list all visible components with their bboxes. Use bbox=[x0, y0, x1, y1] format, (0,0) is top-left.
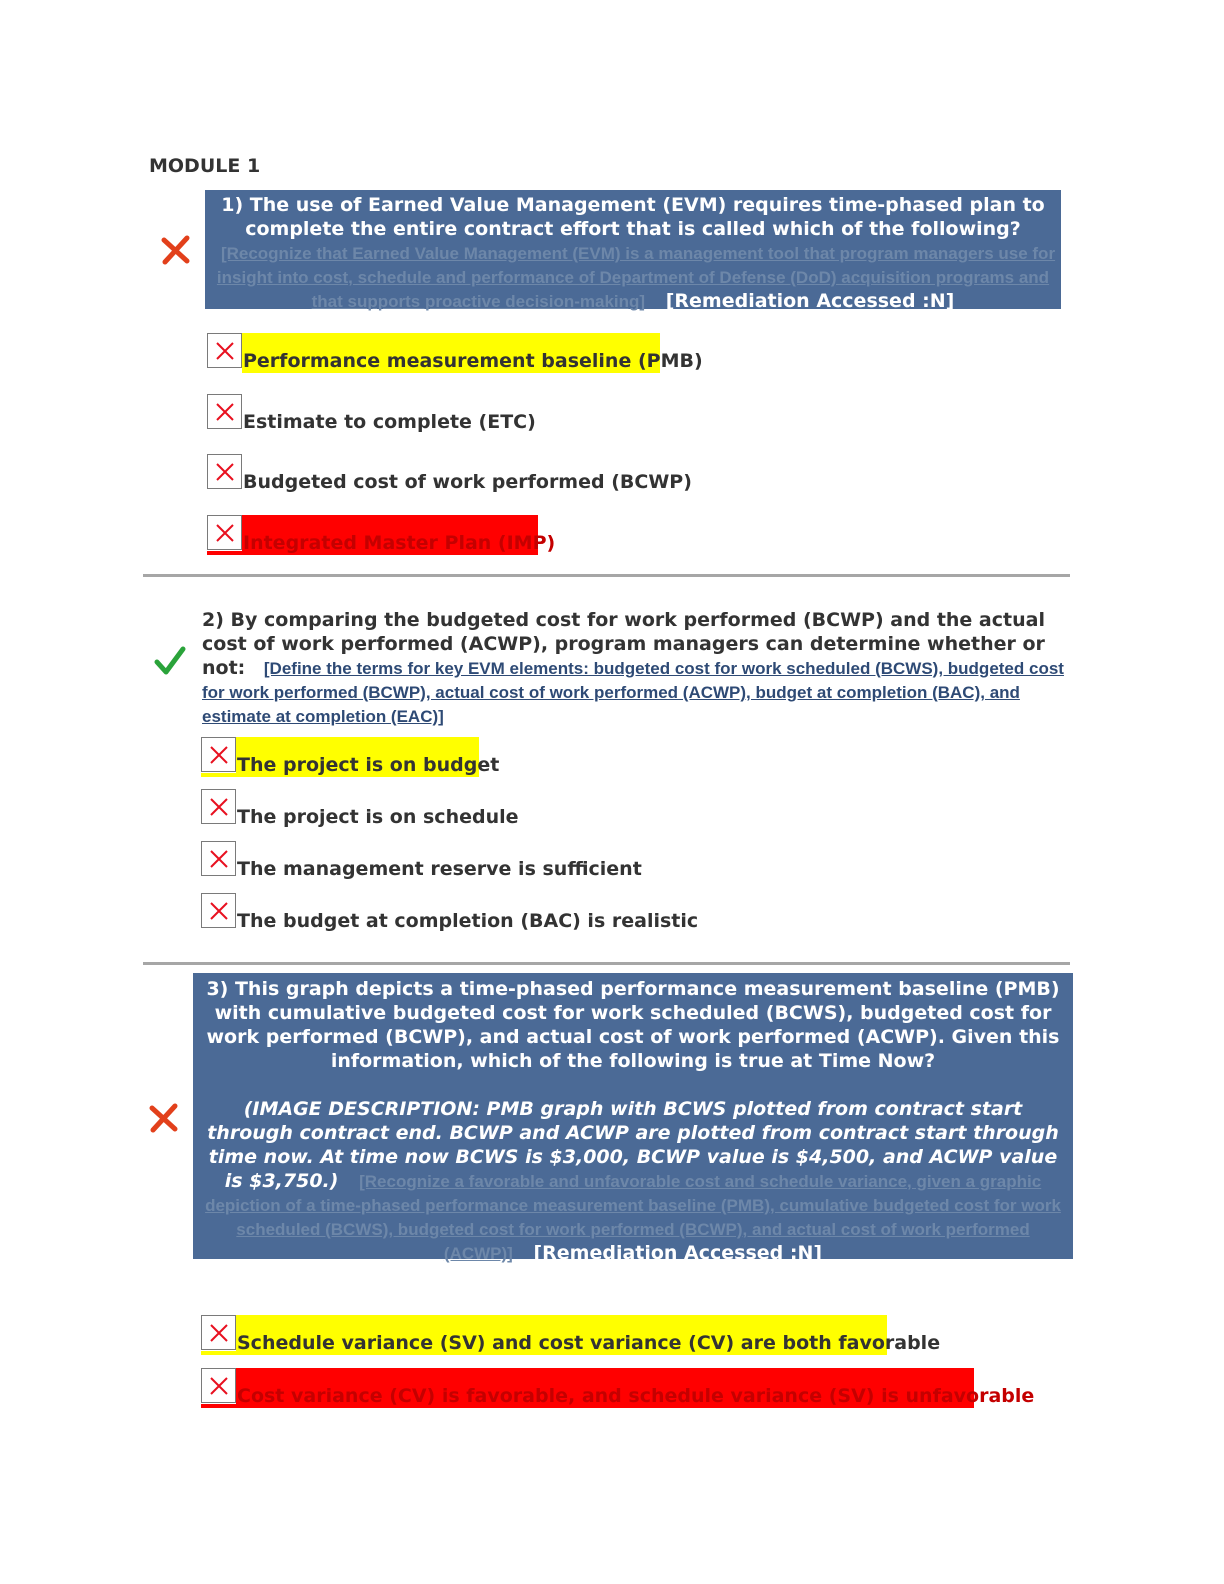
answer-checkbox[interactable] bbox=[207, 454, 242, 489]
x-mark-icon bbox=[160, 234, 192, 266]
check-mark-icon bbox=[154, 645, 186, 677]
question-1-answer-1[interactable] bbox=[207, 333, 703, 373]
question-1-box bbox=[205, 190, 1061, 312]
correct-answer-underline bbox=[201, 773, 241, 777]
answer-checkbox[interactable] bbox=[201, 1315, 236, 1350]
question-2-text: 2) By comparing the budgeted cost for work performed (BCWP) and the actual cost of work performed (ACWP), program managers can determine whether or not: bbox=[202, 609, 1045, 679]
question-3-box bbox=[193, 973, 1073, 1264]
answer-label: Schedule variance (SV) and cost variance (CV) are both favorable bbox=[237, 1332, 941, 1354]
question-3-answer-1[interactable] bbox=[201, 1315, 941, 1355]
answer-checkbox[interactable] bbox=[201, 789, 236, 824]
question-3-image-description: (IMAGE DESCRIPTION: PMB graph with BCWS plotted from contract start through contract end. BCWP and ACWP are plotted from contract start through time now. At time now BCWS is $3,000, BCWP value is $4,500, and ACWP value is $3,750.) bbox=[207, 1098, 1059, 1192]
question-1-answer-2[interactable] bbox=[207, 394, 607, 434]
question-2-answer-2[interactable] bbox=[201, 789, 521, 829]
answer-checkbox[interactable] bbox=[201, 737, 236, 772]
module-title: MODULE 1 bbox=[149, 155, 261, 177]
red-x-icon bbox=[208, 900, 230, 922]
red-x-icon bbox=[214, 401, 236, 423]
correct-answer-underline bbox=[201, 1351, 241, 1355]
x-mark-icon bbox=[148, 1102, 180, 1134]
question-3-text: 3) This graph depicts a time-phased performance measurement baseline (PMB) with cumulative budgeted cost for work scheduled (BCWS), budgeted cost for work performed (BCWP), and actual cost of work performed (ACWP). Given this information, which of the following is true at Time Now? bbox=[206, 978, 1060, 1072]
question-1-text: 1) The use of Earned Value Management (EVM) requires time-phased plan to complete the entire contract effort that is called which of the following? bbox=[221, 194, 1045, 240]
answer-label: Cost variance (CV) is favorable, and schedule variance (SV) is unfavorable bbox=[237, 1385, 1035, 1407]
answer-label: The management reserve is sufficient bbox=[237, 858, 642, 880]
question-divider bbox=[143, 574, 1070, 577]
answer-label: Estimate to complete (ETC) bbox=[243, 411, 536, 433]
answer-checkbox[interactable] bbox=[207, 333, 242, 368]
red-x-icon bbox=[214, 522, 236, 544]
answer-checkbox[interactable] bbox=[207, 394, 242, 429]
selected-answer-underline bbox=[201, 1404, 241, 1408]
red-x-icon bbox=[208, 848, 230, 870]
question-2-answer-4[interactable] bbox=[201, 893, 699, 933]
answer-checkbox[interactable] bbox=[201, 1368, 236, 1403]
question-1-remediation-status: [Remediation Accessed :N] bbox=[665, 290, 955, 312]
red-x-icon bbox=[214, 340, 236, 362]
question-2-text-block bbox=[202, 608, 1064, 728]
question-1-answer-4[interactable] bbox=[207, 515, 556, 555]
question-2-answer-1[interactable] bbox=[201, 737, 500, 777]
question-3-remediation-status: [Remediation Accessed :N] bbox=[533, 1242, 823, 1264]
answer-label: The project is on budget bbox=[237, 754, 500, 776]
answer-checkbox[interactable] bbox=[201, 841, 236, 876]
red-x-icon bbox=[208, 1375, 230, 1397]
question-2-objective-link[interactable]: [Define the terms for key EVM elements: budgeted cost for work scheduled (BCWS), budgeted cost for work performed (BCWP), actual cost of work performed (ACWP), budget at completion (BAC), and estimate at completion (EAC)] bbox=[202, 659, 1064, 726]
question-3-answer-2[interactable] bbox=[201, 1368, 1035, 1408]
question-1-answer-3[interactable] bbox=[207, 454, 692, 494]
question-1-objective-link[interactable]: [Recognize that Earned Value Management (EVM) is a management tool that program managers use for insight into cost, schedule and performance of Department of Defense (DoD) acquisition programs and that supports proactive decision-making] bbox=[216, 244, 1056, 311]
answer-checkbox[interactable] bbox=[207, 515, 242, 550]
answer-checkbox[interactable] bbox=[201, 893, 236, 928]
answer-label: The budget at completion (BAC) is realistic bbox=[237, 910, 699, 932]
answer-label: Performance measurement baseline (PMB) bbox=[243, 350, 703, 372]
red-x-icon bbox=[208, 796, 230, 818]
red-x-icon bbox=[208, 744, 230, 766]
answer-label: Integrated Master Plan (IMP) bbox=[243, 532, 556, 554]
selected-answer-underline bbox=[207, 551, 247, 555]
question-2-answer-3[interactable] bbox=[201, 841, 642, 881]
red-x-icon bbox=[214, 461, 236, 483]
question-divider bbox=[143, 962, 1070, 965]
answer-label: Budgeted cost of work performed (BCWP) bbox=[243, 471, 692, 493]
red-x-icon bbox=[208, 1322, 230, 1344]
question-3-objective-link[interactable]: [Recognize a favorable and unfavorable cost and schedule variance, given a graphic depiction of a time-phased performance measurement baseline (PMB), cumulative budgeted cost for work scheduled (BCWS), budgeted cost for work performed (BCWP), and actual cost of work performed (ACWP)] bbox=[205, 1172, 1061, 1263]
answer-label: The project is on schedule bbox=[237, 806, 519, 828]
